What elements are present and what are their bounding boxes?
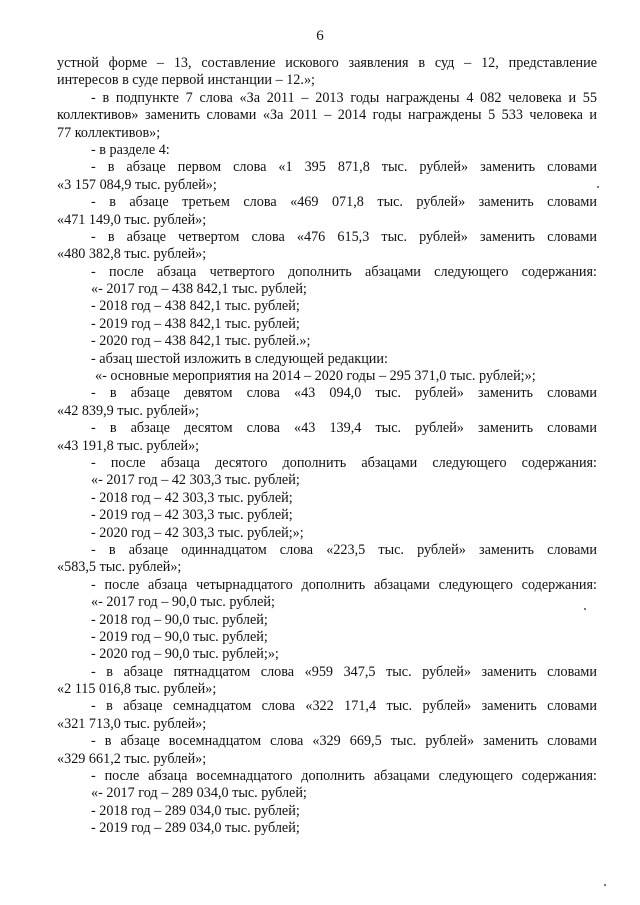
text-line: - в абзаце десятом слова «43 139,4 тыс. рублей» заменить словами — [91, 420, 597, 437]
text-line: «471 149,0 тыс. рублей»; — [57, 211, 207, 228]
text-line: - 2019 год – 289 034,0 тыс. рублей; — [91, 820, 300, 837]
text-line: устной форме – 13, составление искового заявления в суд – 12, представление — [57, 55, 597, 71]
text-line: «- 2017 год – 438 842,1 тыс. рублей; — [91, 281, 307, 298]
text-line: «- основные мероприятия на 2014 – 2020 годы – 295 371,0 тыс. рублей;»; — [95, 368, 536, 385]
text-line: - 2019 год – 438 842,1 тыс. рублей; — [91, 315, 300, 332]
text-line: - после абзаца восемнадцатого дополнить абзацами следующего содержания: — [91, 768, 597, 785]
scan-speck — [584, 608, 586, 610]
text-line: «- 2017 год – 42 303,3 тыс. рублей; — [91, 472, 300, 489]
text-line: - абзац шестой изложить в следующей редакции: — [91, 350, 388, 367]
text-line: - после абзаца четырнадцатого дополнить абзацами следующего содержания: — [91, 576, 597, 593]
text-line: «- 2017 год – 90,0 тыс. рублей; — [91, 594, 275, 611]
text-line: «583,5 тыс. рублей»; — [57, 559, 182, 576]
text-line: - в абзаце восемнадцатом слова «329 669,5 тыс. рублей» заменить словами — [91, 733, 597, 750]
text-line: «480 382,8 тыс. рублей»; — [57, 246, 207, 263]
text-line: - 2020 год – 90,0 тыс. рублей;»; — [91, 646, 279, 663]
text-line: «3 157 084,9 тыс. рублей»; — [57, 176, 217, 193]
scan-speck — [597, 186, 599, 188]
text-line: - в подпункте 7 слова «За 2011 – 2013 годы награждены 4 082 человека и 55 — [91, 89, 597, 106]
text-line: - в абзаце пятнадцатом слова «959 347,5 тыс. рублей» заменить словами — [91, 663, 597, 680]
text-line: - в абзаце семнадцатом слова «322 171,4 тыс. рублей» заменить словами — [91, 698, 597, 715]
text-line: «43 191,8 тыс. рублей»; — [57, 437, 200, 454]
text-line: - 2018 год – 438 842,1 тыс. рублей; — [91, 298, 300, 315]
text-line: «- 2017 год – 289 034,0 тыс. рублей; — [91, 785, 307, 802]
scan-speck — [604, 884, 606, 886]
text-line: - 2019 год – 42 303,3 тыс. рублей; — [91, 507, 293, 524]
text-line: - 2018 год – 90,0 тыс. рублей; — [91, 611, 268, 628]
text-line: - 2020 год – 438 842,1 тыс. рублей.»; — [91, 333, 311, 350]
text-line: - 2020 год – 42 303,3 тыс. рублей;»; — [91, 524, 304, 541]
text-line: «42 839,9 тыс. рублей»; — [57, 402, 200, 419]
text-line: интересов в суде первой инстанции – 12.»; — [57, 72, 315, 89]
text-line: - 2019 год – 90,0 тыс. рублей; — [91, 628, 268, 645]
text-line: - после абзаца четвертого дополнить абзацами следующего содержания: — [91, 263, 597, 280]
text-line: - в абзаце девятом слова «43 094,0 тыс. рублей» заменить словами — [91, 385, 597, 402]
text-line: - в абзаце третьем слова «469 071,8 тыс. рублей» заменить словами — [91, 194, 597, 211]
text-line: «329 661,2 тыс. рублей»; — [57, 750, 207, 767]
text-line: 77 коллективов»; — [57, 124, 161, 141]
text-line: «321 713,0 тыс. рублей»; — [57, 715, 207, 732]
text-line: - 2018 год – 289 034,0 тыс. рублей; — [91, 802, 300, 819]
text-line: - в абзаце одиннадцатом слова «223,5 тыс. рублей» заменить словами — [91, 541, 597, 558]
text-line: - в абзаце четвертом слова «476 615,3 тыс. рублей» заменить словами — [91, 228, 597, 245]
text-line: - 2018 год – 42 303,3 тыс. рублей; — [91, 489, 293, 506]
text-line: - в абзаце первом слова «1 395 871,8 тыс. рублей» заменить словами — [91, 159, 597, 176]
text-line: коллективов» заменить словами «За 2011 – 2014 годы награждены 5 533 человека и — [57, 107, 597, 124]
text-line: - после абзаца десятого дополнить абзацами следующего содержания: — [91, 454, 597, 471]
text-line: «2 115 016,8 тыс. рублей»; — [57, 681, 217, 698]
document-body — [57, 55, 597, 838]
page-number: 6 — [316, 28, 324, 44]
text-line: - в разделе 4: — [91, 141, 170, 158]
